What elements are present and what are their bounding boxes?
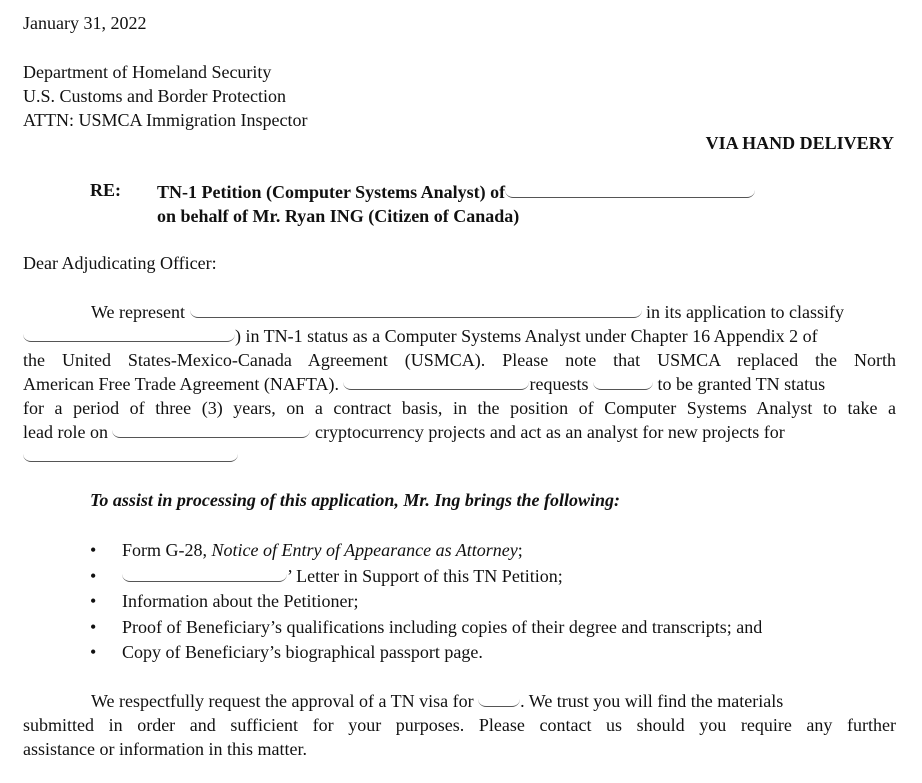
paragraph-text: We represent (91, 302, 185, 322)
redaction-mark (190, 303, 642, 318)
paragraph-line: the United States-Mexico-Canada Agreement (USMCA). Please note that USMCA replaced the North (23, 350, 896, 370)
recipient-line-1: Department of Homeland Security (23, 62, 272, 82)
paragraph-text: We respectfully request the approval of a TN visa for (91, 691, 474, 711)
paragraph-line (23, 444, 896, 468)
list-item (90, 538, 762, 564)
list-item (90, 564, 762, 590)
paragraph-text: to be granted TN status (657, 374, 826, 394)
bullet-icon: • (90, 642, 97, 662)
list-item-text: Proof of Beneficiary’s qualifications including copies of their degree and transcripts; and (122, 616, 763, 637)
list-item-text: Information about the Petitioner; (122, 591, 359, 611)
re-line-1: TN-1 Petition (Computer Systems Analyst) of (157, 182, 506, 202)
list-item (90, 640, 762, 666)
bullet-icon: • (90, 540, 97, 560)
list-item (90, 615, 762, 641)
enclosures-list (90, 538, 762, 666)
list-item-text: Form G-28, (122, 540, 212, 560)
assist-heading: To assist in processing of this application, Mr. Ing brings the following: (90, 490, 620, 510)
paragraph-text: requests (529, 374, 589, 394)
redaction-mark (505, 183, 755, 198)
letter-date: January 31, 2022 (23, 13, 147, 33)
bullet-icon: • (90, 616, 97, 637)
bullet-icon: • (90, 565, 97, 586)
list-item-text: Notice of Entry of Appearance as Attorney (211, 540, 518, 560)
recipient-line-3: ATTN: USMCA Immigration Inspector (23, 110, 308, 130)
salutation: Dear Adjudicating Officer: (23, 253, 217, 273)
paragraph-line (23, 372, 896, 396)
paragraph-line (23, 300, 896, 324)
paragraph-line (23, 420, 896, 444)
paragraph-text: American Free Trade Agreement (NAFTA). (23, 374, 339, 394)
redaction-mark (23, 327, 235, 342)
list-item (90, 589, 762, 615)
paragraph-text: . We trust you will find the materials (520, 691, 784, 711)
redaction-mark (112, 423, 310, 438)
redaction-mark (343, 375, 529, 390)
re-line-2: on behalf of Mr. Ryan ING (Citizen of Canada) (157, 206, 520, 226)
paragraph-line (23, 689, 896, 713)
paragraph-line: submitted in order and sufficient for your purposes. Please contact us should you require any further (23, 715, 896, 735)
paragraph-representation (23, 300, 896, 468)
paragraph-closing (23, 689, 896, 761)
paragraph-line: for a period of three (3) years, on a contract basis, in the position of Computer Systems Analyst to take a (23, 398, 896, 418)
list-item-text: ’ Letter in Support of this TN Petition; (287, 565, 563, 586)
bullet-icon: • (90, 591, 97, 611)
list-item-text: Copy of Beneficiary’s biographical passport page. (122, 642, 483, 662)
re-label: RE: (90, 180, 121, 200)
redaction-mark (23, 447, 238, 462)
redaction-mark (122, 567, 287, 582)
paragraph-text: in its application to classify (646, 302, 844, 322)
redaction-mark (593, 375, 653, 390)
list-item-text: ; (517, 540, 523, 560)
paragraph-line (23, 324, 896, 348)
redaction-mark (478, 692, 520, 707)
recipient-line-2: U.S. Customs and Border Protection (23, 86, 286, 106)
re-subject (157, 180, 755, 228)
delivery-method: VIA HAND DELIVERY (705, 133, 894, 153)
paragraph-line: assistance or information in this matter. (23, 739, 307, 759)
paragraph-text: lead role on (23, 422, 108, 442)
paragraph-text: cryptocurrency projects and act as an analyst for new projects for (314, 422, 785, 442)
paragraph-text: ) in TN-1 status as a Computer Systems Analyst under Chapter 16 Appendix 2 of (235, 326, 818, 346)
